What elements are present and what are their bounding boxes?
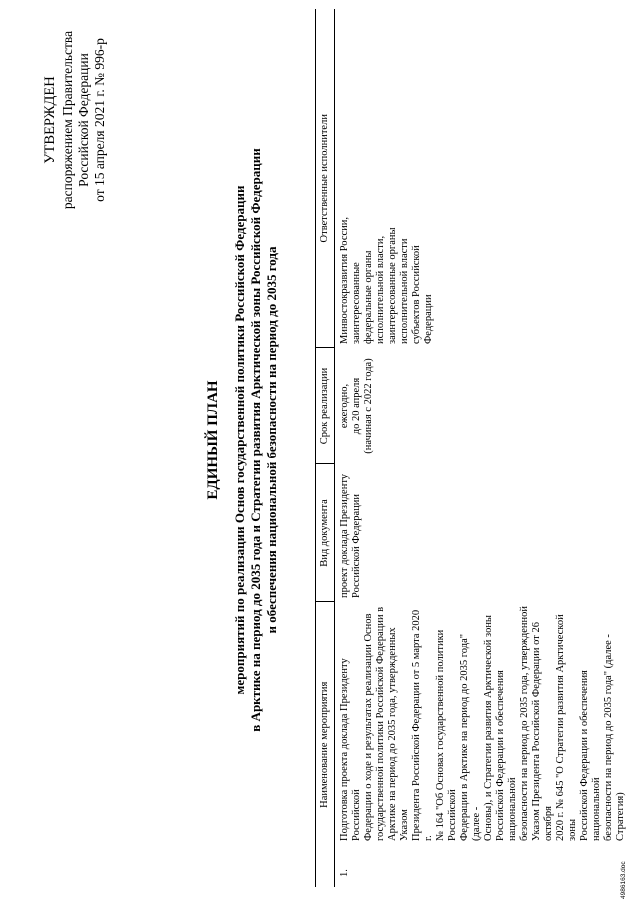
row-responsible: Минвостокразвития России, заинтересованные федеральные органы исполнительной власти, заинтересованные органы исполнительной власти субъектов Российской Федерации [339,216,434,344]
document-title: ЕДИНЫЙ ПЛАН [205,380,221,500]
header-responsible: Ответственные исполнители [316,9,335,348]
row-name: Подготовка проекта доклада Президенту Российской Федерации о ходе и результатах реализации Основ государственной политики Российской Федерации в Арктике на период до 2035 года, утвержденных Указом Президента Российской Федерации от 5 марта 2020 г. № 164 "Об Основах государственной политики Российской Федерации в Арктике на период до 2035 года" (далее - Основы), и Стратегии развития Арктической зоны Российской Федерации и обеспечения национальной безопасности на период до 2035 года, утвержденной Указом Президента Российской Федерации от 26 октября 2020 г. № 645 "О Стратегии развития Арктической зоны Российской Федерации и обеспечения национальной безопасности на период до 2035 года" (далее - Стратегия) [339,606,626,841]
approval-line-1: распоряжением Правительства [60,30,75,210]
document-title-block [205,145,280,735]
document-subtitle-line-1: мероприятий по реализации Основ государственной политики Российской Федерации [232,185,247,695]
file-code: 4986163.doc [620,861,627,899]
approval-title: УТВЕРЖДЕН [42,76,58,164]
row-doc-type: проект доклада Президенту Российской Федерации [339,473,362,598]
table-header-row [316,9,335,887]
row-number: 1. [339,869,350,877]
table-row [335,9,632,887]
row-term: ежегодно, до 20 апреля (начиная с 2022 года) [339,358,374,454]
plan-table [315,9,631,887]
header-term: Срок реализации [316,348,335,464]
document-subtitle-line-2: в Арктике на период до 2035 года и Стратегии развития Арктической зоны Российской Федерации [248,148,263,732]
header-name: Наименование мероприятия [316,602,335,887]
header-doc-type: Вид документа [316,464,335,602]
approval-stamp [42,15,108,225]
approval-line-3: от 15 апреля 2021 г. № 996-р [92,38,107,202]
document-subtitle-line-3: и обеспечения национальной безопасности на период до 2035 года [264,246,279,634]
approval-line-2: Российской Федерации [76,53,91,187]
